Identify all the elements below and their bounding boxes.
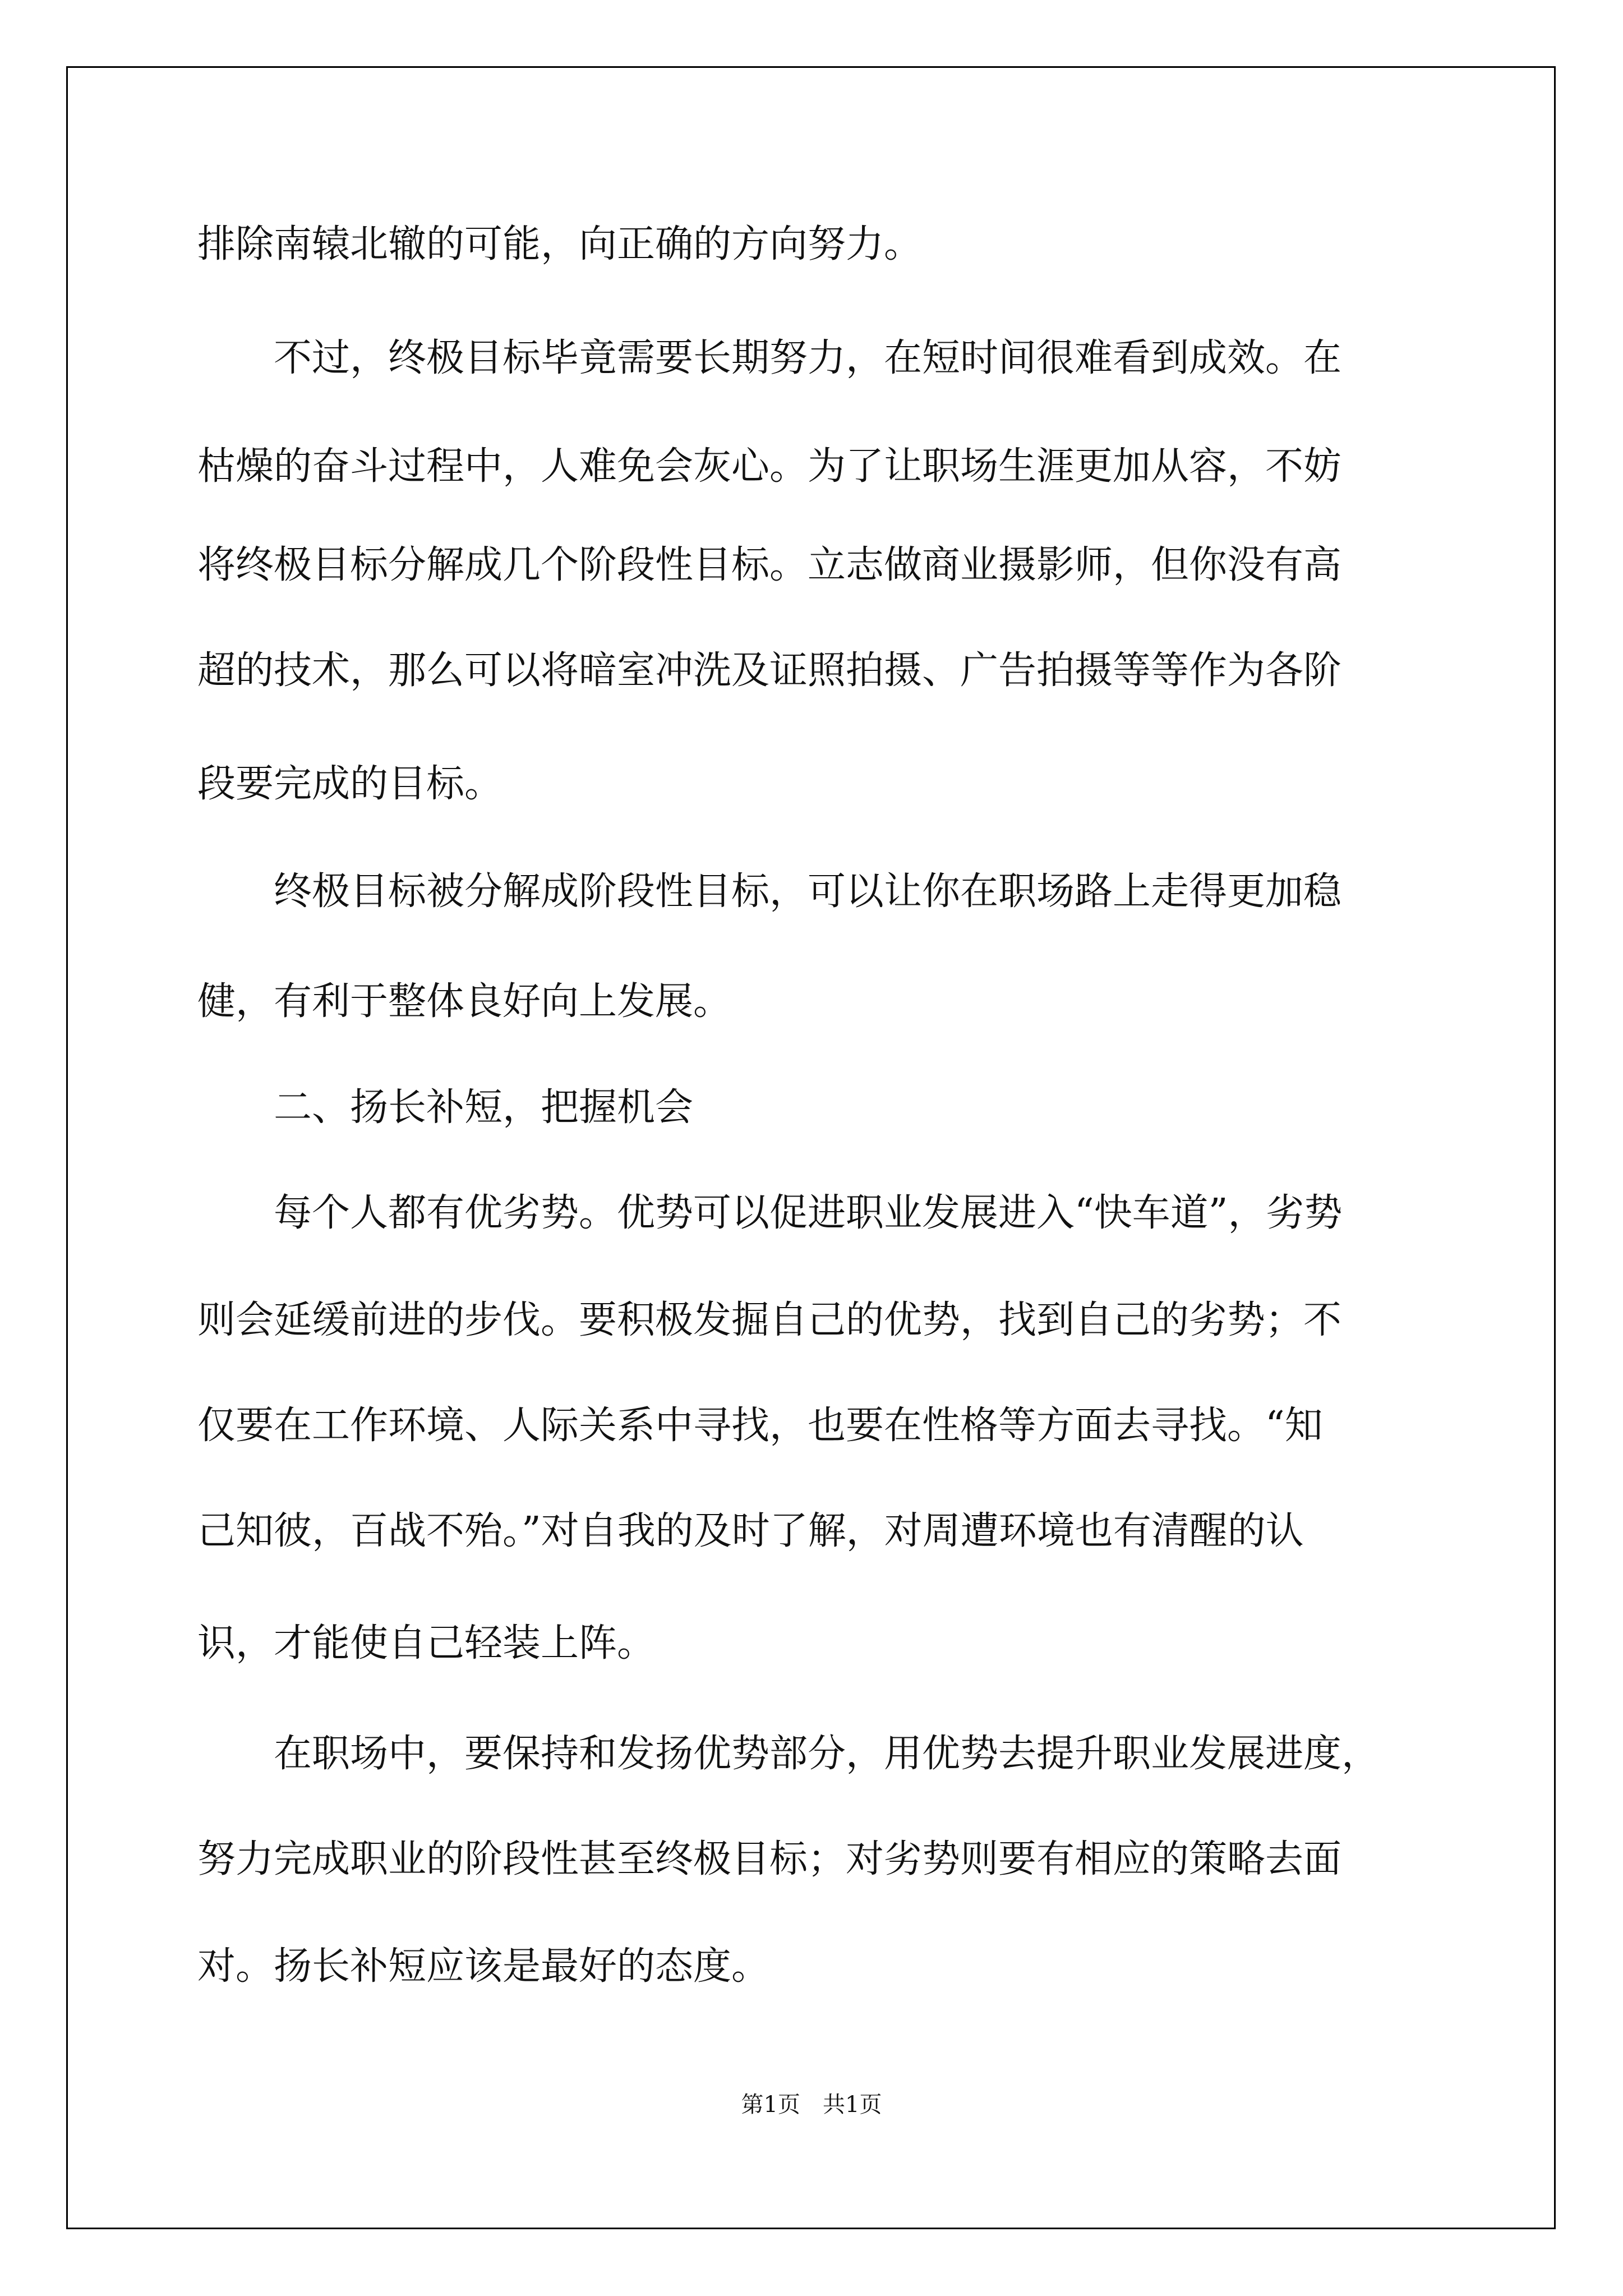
text-line-10: 每个人都有优劣势。优势可以促进职业发展进入“快车道”，劣势 [197,1191,1343,1235]
text-line-6: 段要完成的目标。 [197,762,503,806]
text-line-16: 努力完成职业的阶段性甚至终极目标；对劣势则要有相应的策略去面 [197,1837,1342,1881]
text-line-2: 不过，终极目标毕竟需要长期努力，在短时间很难看到成效。在 [197,336,1342,380]
page-number-footer: 第1页 共1页 [741,2092,882,2118]
section-heading: 二、扬长补短，把握机会 [197,1085,694,1130]
text-line-11: 则会延缓前进的步伐。要积极发掘自己的优势，找到自己的劣势；不 [197,1298,1342,1342]
page-border [66,66,1556,2229]
text-line-13: 己知彼，百战不殆。”对自我的及时了解，对周遭环境也有清醒的认 [197,1509,1304,1553]
text-line-5: 超的技术，那么可以将暗室冲洗及证照拍摄、广告拍摄等等作为各阶 [197,648,1342,693]
text-line-14: 识，才能使自己轻装上阵。 [197,1621,656,1665]
text-line-17: 对。扬长补短应该是最好的态度。 [197,1944,770,1989]
text-line-4: 将终极目标分解成几个阶段性目标。立志做商业摄影师，但你没有高 [197,543,1342,587]
text-line-7: 终极目标被分解成阶段性目标，可以让你在职场路上走得更加稳 [197,869,1342,914]
text-line-8: 健，有利于整体良好向上发展。 [197,979,732,1024]
text-line-3: 枯燥的奋斗过程中，人难免会灰心。为了让职场生涯更加从容，不妨 [197,444,1342,489]
text-line-12: 仅要在工作环境、人际关系中寻找，也要在性格等方面去寻找。“知 [197,1404,1323,1448]
text-line-15: 在职场中，要保持和发扬优势部分，用优势去提升职业发展进度， [197,1732,1380,1776]
text-line-1: 排除南辕北辙的可能，向正确的方向努力。 [197,222,923,266]
